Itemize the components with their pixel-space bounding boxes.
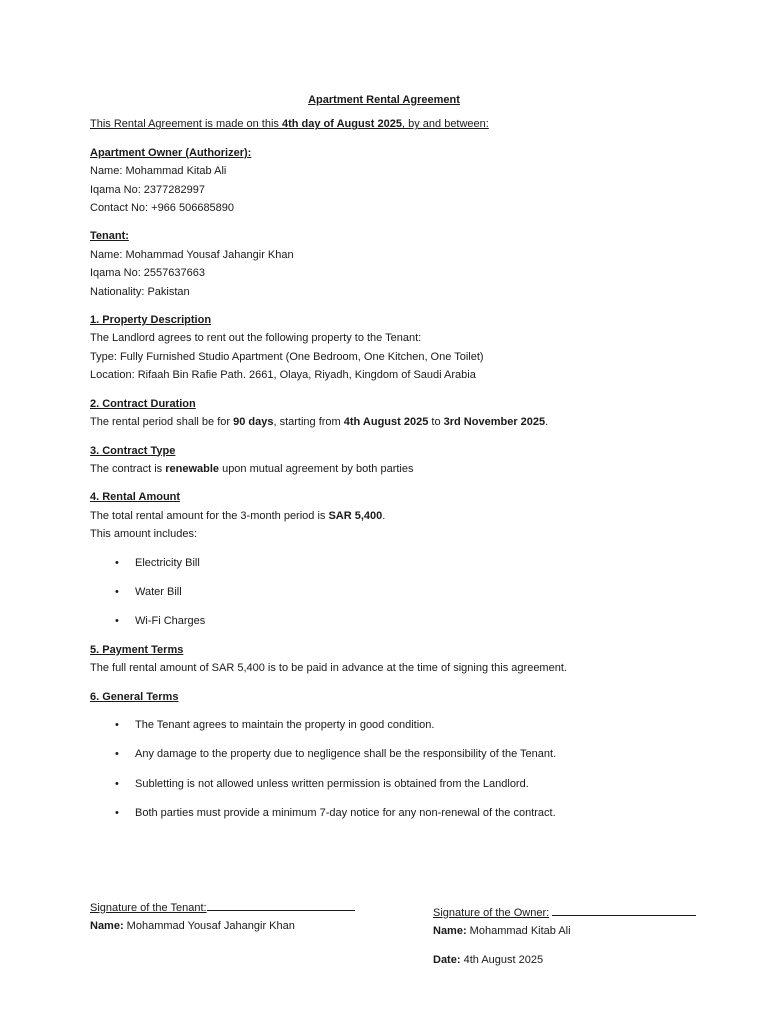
- owner-signature-name: Mohammad Kitab Ali: [466, 925, 571, 937]
- contract-type-text: The contract is: [90, 462, 166, 475]
- general-terms-heading: 6. General Terms: [90, 690, 179, 703]
- contract-type-renewable: renewable: [165, 462, 220, 475]
- tenant-iqama: Iqama No: 2557637663: [90, 267, 205, 280]
- agreement-date: 4th day of August 2025: [281, 118, 402, 131]
- included-item-water: Water Bill: [135, 585, 182, 598]
- owner-signature-block: [433, 903, 696, 969]
- payment-line: The full rental amount of SAR 5,400 is to be paid in advance at the time of signing this agreement.: [90, 662, 567, 675]
- contract-type-section: [90, 442, 710, 479]
- owner-contact: Contact No: +966 506685890: [90, 202, 235, 215]
- owner-name: Name: Mohammad Kitab Ali: [90, 165, 227, 178]
- owner-name-row: [433, 922, 696, 940]
- rental-amount: SAR 5,400: [328, 509, 383, 522]
- duration-text: .: [545, 416, 549, 429]
- contract-type-heading: 3. Contract Type: [90, 444, 176, 457]
- tenant-signature-line[interactable]: [207, 898, 355, 911]
- duration-text: , starting from: [273, 416, 344, 429]
- owner-section: [90, 144, 710, 218]
- general-terms-section: [90, 688, 710, 823]
- duration-end: 3rd November 2025: [443, 416, 546, 429]
- tenant-name-row: [90, 917, 355, 935]
- rental-text: The total rental amount for the 3-month period is: [90, 509, 329, 522]
- contract-type-line: [90, 460, 710, 478]
- bullet-icon: •: [115, 556, 119, 569]
- bullet-icon: •: [115, 807, 119, 820]
- signature-date: 4th August 2025: [460, 954, 544, 966]
- property-section: [90, 311, 710, 385]
- list-item: [90, 716, 710, 734]
- duration-days: 90 days: [233, 416, 274, 429]
- duration-text: to: [428, 416, 444, 429]
- general-term-1: The Tenant agrees to maintain the property in good condition.: [135, 718, 435, 731]
- payment-section: [90, 641, 710, 678]
- bullet-icon: •: [115, 585, 119, 598]
- list-item: [90, 612, 710, 630]
- duration-section: [90, 395, 710, 432]
- intro-prefix: This Rental Agreement is made on this: [90, 118, 282, 131]
- spacer: [433, 940, 696, 951]
- contract-type-text: upon mutual agreement by both parties: [219, 462, 414, 475]
- owner-heading: Apartment Owner (Authorizer):: [90, 146, 252, 159]
- tenant-signature-label: Signature of the Tenant:: [90, 902, 207, 914]
- property-type: Type: Fully Furnished Studio Apartment (One Bedroom, One Kitchen, One Toilet): [90, 350, 484, 363]
- intro-line: [90, 115, 710, 133]
- owner-signature-label: Signature of the Owner:: [433, 907, 550, 919]
- property-heading: 1. Property Description: [90, 314, 212, 327]
- duration-start: 4th August 2025: [343, 416, 429, 429]
- duration-line: [90, 413, 710, 431]
- tenant-section: [90, 227, 710, 301]
- list-item: [90, 804, 710, 822]
- tenant-signature-row: [90, 898, 355, 917]
- owner-iqama: Iqama No: 2377282997: [90, 183, 205, 196]
- owner-signature-row: [433, 903, 696, 922]
- general-term-3: Subletting is not allowed unless written permission is obtained from the Landlord.: [135, 777, 529, 790]
- tenant-name: Name: Mohammad Yousaf Jahangir Khan: [90, 248, 294, 261]
- list-item: [90, 745, 710, 763]
- rental-heading: 4. Rental Amount: [90, 491, 181, 504]
- list-item: [90, 775, 710, 793]
- agreement-body: [90, 91, 710, 833]
- duration-heading: 2. Contract Duration: [90, 397, 196, 410]
- list-item: [90, 583, 710, 601]
- tenant-heading: Tenant:: [90, 230, 129, 243]
- included-item-wifi: Wi-Fi Charges: [135, 615, 206, 628]
- document-title: Apartment Rental Agreement: [308, 94, 460, 106]
- bullet-icon: •: [115, 615, 119, 628]
- date-label: Date:: [433, 954, 461, 966]
- bullet-icon: •: [115, 718, 119, 731]
- property-line-1: The Landlord agrees to rent out the following property to the Tenant:: [90, 332, 422, 345]
- bullet-icon: •: [115, 777, 119, 790]
- included-item-electricity: Electricity Bill: [135, 556, 200, 569]
- tenant-name-label: Name:: [90, 920, 124, 932]
- property-location: Location: Rifaah Bin Rafie Path. 2661, Olaya, Riyadh, Kingdom of Saudi Arabia: [90, 369, 476, 382]
- rental-text: .: [382, 509, 386, 522]
- payment-heading: 5. Payment Terms: [90, 643, 184, 656]
- duration-text: The rental period shall be for: [90, 416, 234, 429]
- tenant-signature-name: Mohammad Yousaf Jahangir Khan: [123, 920, 295, 932]
- tenant-nationality: Nationality: Pakistan: [90, 285, 190, 298]
- included-items-list: [90, 554, 710, 631]
- general-term-4: Both parties must provide a minimum 7-day notice for any non-renewal of the contract.: [135, 807, 556, 820]
- general-terms-list: [90, 716, 710, 823]
- tenant-signature-block: [90, 898, 355, 935]
- bullet-icon: •: [115, 748, 119, 761]
- list-item: [90, 554, 710, 572]
- owner-signature-line[interactable]: [552, 903, 696, 916]
- intro-suffix: , by and between:: [402, 118, 489, 131]
- signature-date-row: [433, 951, 696, 969]
- rental-includes: This amount includes:: [90, 528, 197, 541]
- owner-name-label: Name:: [433, 925, 467, 937]
- rental-amount-line: [90, 507, 710, 525]
- general-term-2: Any damage to the property due to negligence shall be the responsibility of the Tenant.: [135, 748, 557, 761]
- rental-section: [90, 488, 710, 630]
